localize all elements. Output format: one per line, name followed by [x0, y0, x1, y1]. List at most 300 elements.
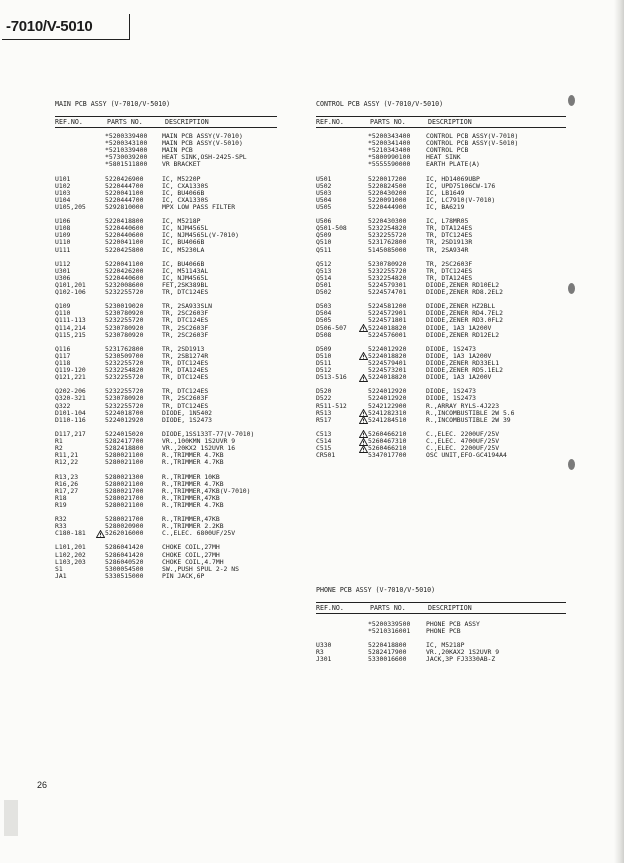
- ref-no: U503: [316, 188, 332, 197]
- parts-no: 5220041100: [105, 188, 144, 197]
- ref-no: C513: [316, 429, 332, 438]
- description: CHOKE COIL,4.7MH: [162, 557, 224, 566]
- warning-triangle-icon: [96, 530, 105, 538]
- parts-no: 5220824500: [368, 181, 407, 190]
- description: VR BRACKET: [162, 160, 201, 169]
- phone-pcb-header: [316, 602, 566, 614]
- parts-row: [55, 502, 277, 509]
- parts-no: 5220444700: [105, 181, 144, 190]
- description: DIODE,ZENER RD5.1EL2: [426, 366, 503, 375]
- ref-no: U106: [55, 217, 71, 226]
- parts-no: 5280021700: [105, 486, 144, 495]
- control-pcb-header: [316, 116, 566, 128]
- ref-no: U506: [316, 217, 332, 226]
- ref-no: Q110: [55, 309, 71, 318]
- ref-no: JA1: [55, 571, 67, 580]
- ref-no: R2: [55, 444, 63, 453]
- ref-no: R511-512: [316, 401, 347, 410]
- description: C.,ELEC. 2200UF/25V: [426, 429, 500, 438]
- ref-no: R33: [55, 522, 67, 531]
- parts-no: 5280021700: [105, 515, 144, 524]
- ref-no: Q109: [55, 302, 71, 311]
- description: SW.,PUSH SPUL 2-2 NS: [162, 564, 239, 573]
- parts-no: 5262016000: [105, 529, 144, 538]
- ref-no: U306: [55, 273, 71, 282]
- description: MAIN PCB: [162, 146, 193, 155]
- parts-no: 5280021700: [105, 493, 144, 502]
- ref-no: C514: [316, 437, 332, 446]
- parts-no: 5224576001: [368, 330, 407, 339]
- parts-no: 5220041100: [105, 259, 144, 268]
- ref-no: U502: [316, 181, 332, 190]
- description: TR, DTC124ES: [426, 266, 473, 275]
- parts-row: [316, 247, 566, 254]
- ref-no: J301: [316, 655, 332, 664]
- parts-row: [55, 247, 277, 254]
- description: CHOKE COIL,27MH: [162, 543, 220, 552]
- ref-no: Q102-106: [55, 288, 86, 297]
- description: IC, M5220P: [162, 174, 201, 183]
- description: TR, DTA124ES: [426, 224, 473, 233]
- description: DIODE, 1S2473: [426, 387, 477, 396]
- parts-no: 5260466210: [368, 444, 407, 453]
- parts-no: *5210316001: [368, 627, 411, 636]
- parts-no: 5145085000: [368, 245, 407, 254]
- parts-no: 5280021300: [105, 472, 144, 481]
- parts-row: [316, 289, 566, 296]
- ref-no: U504: [316, 195, 332, 204]
- binder-hole-mark: [568, 95, 575, 106]
- parts-row: [55, 530, 277, 537]
- parts-no: 5224579301: [368, 280, 407, 289]
- parts-no: *5800990100: [368, 153, 411, 162]
- parts-no: *5200343100: [105, 139, 148, 148]
- parts-no: 5224018820: [368, 351, 407, 360]
- ref-no: Q514: [316, 273, 332, 282]
- warning-triangle-icon: [359, 416, 368, 424]
- description: OSC UNIT,EFO-GC4194A4: [426, 451, 507, 460]
- parts-no: 5224012920: [368, 344, 407, 353]
- description: DIODE, 1S2473: [162, 415, 213, 424]
- ref-no: D110-116: [55, 415, 86, 424]
- ref-no: U103: [55, 188, 71, 197]
- page-number: 26: [37, 780, 48, 790]
- parts-no: 5292810000: [105, 202, 144, 211]
- parts-no: 5224572901: [368, 309, 407, 318]
- parts-no: *5210339400: [105, 146, 148, 155]
- binder-hole-mark: [568, 459, 575, 470]
- description: R.,TRIMMER 2.2KB: [162, 522, 224, 531]
- description: IC, M5218P: [162, 217, 201, 226]
- parts-no: 5282417700: [105, 437, 144, 446]
- parts-no: 5286041420: [105, 543, 144, 552]
- parts-no: 5224574701: [368, 288, 407, 297]
- parts-no: 5224581200: [368, 302, 407, 311]
- parts-no: 5260467310: [368, 437, 407, 446]
- description: TR, 2SD1913R: [426, 238, 473, 247]
- description: CHOKE COIL,27MH: [162, 550, 220, 559]
- ref-no: Q101,201: [55, 280, 86, 289]
- description: PHONE PCB: [426, 627, 461, 636]
- ref-no: Q322: [55, 401, 71, 410]
- description: IC, CXA1330S: [162, 181, 209, 190]
- ref-no: R11,21: [55, 451, 79, 460]
- parts-no: *5555590000: [368, 160, 411, 169]
- ref-no: U102: [55, 181, 71, 190]
- parts-no: 5230019020: [105, 302, 144, 311]
- ref-no: D513-516: [316, 373, 347, 382]
- col-desc-header: DESCRIPTION: [428, 604, 472, 612]
- description: DIODE, 1N5402: [162, 408, 213, 417]
- ref-no: U301: [55, 266, 71, 275]
- description: R.,TRIMMER,47KB: [162, 493, 220, 502]
- parts-no: 5232255720: [368, 266, 407, 275]
- description: DIODE, 1A3 1A200V: [426, 373, 492, 382]
- parts-no: 5280021100: [105, 458, 144, 467]
- parts-no: 5230780920: [105, 394, 144, 403]
- description: TR, 2SA933SLN: [162, 302, 213, 311]
- parts-no: 5224012920: [368, 394, 407, 403]
- parts-no: 5224571801: [368, 316, 407, 325]
- description: IC, BA6219: [426, 202, 465, 211]
- ref-no: U501: [316, 174, 332, 183]
- description: DIODE,ZENER RD3.0FL2: [426, 316, 503, 325]
- description: IC, BU4066B: [162, 259, 205, 268]
- parts-row: [316, 417, 566, 424]
- description: IC, M51143AL: [162, 266, 209, 275]
- parts-no: 5260466210: [368, 429, 407, 438]
- page-edge-shadow: [614, 0, 624, 863]
- parts-no: 5220017200: [368, 174, 407, 183]
- parts-no: 5220440600: [105, 273, 144, 282]
- parts-row: [316, 452, 566, 459]
- description: C.,ELEC. 2200UF/25V: [426, 444, 500, 453]
- description: TR, 2SA934R: [426, 245, 469, 254]
- main-pcb-title: MAIN PCB ASSY (V-7010/V-5010): [55, 100, 171, 108]
- description: FET,2SK389BL: [162, 280, 209, 289]
- description: MAIN PCB ASSY(V-7010): [162, 132, 243, 140]
- col-ref-header: REF.NO.: [55, 118, 83, 126]
- description: TR, DTC124ES: [162, 359, 209, 367]
- ref-no: L103,203: [55, 557, 86, 566]
- description: TR, 2SC2603F: [162, 330, 209, 339]
- parts-no: 5224012920: [368, 387, 407, 396]
- parts-row: [55, 459, 277, 466]
- parts-row: [55, 573, 277, 580]
- ref-no: Q509: [316, 231, 332, 240]
- ref-no: Q121,221: [55, 373, 86, 382]
- parts-no: 5241282310: [368, 408, 407, 417]
- ref-no: S1: [55, 564, 63, 573]
- description: TR, DTC124ES: [162, 288, 209, 297]
- description: IC, L78MR05: [426, 217, 469, 226]
- parts-no: 5220444900: [368, 202, 407, 211]
- description: C.,ELEC. 6800UF/25V: [162, 529, 236, 538]
- ref-no: U330: [316, 641, 332, 650]
- parts-no: 5224018820: [368, 323, 407, 332]
- description: R.,TRIMMER 10KB: [162, 472, 220, 481]
- ref-no: R17,27: [55, 486, 79, 495]
- parts-no: 5232255720: [105, 387, 144, 396]
- description: TR, 2SB1274R: [162, 351, 209, 360]
- description: DIODE,ZENER RD8.2EL2: [426, 288, 503, 297]
- parts-no: 5232008600: [105, 280, 144, 289]
- parts-no: 5224018700: [105, 408, 144, 417]
- ref-no: R1: [55, 437, 63, 446]
- col-ref-header: REF.NO.: [316, 118, 344, 126]
- description: TR, 2SD1913: [162, 344, 205, 353]
- description: TR, DTC124ES: [162, 387, 209, 396]
- description: MAIN PCB ASSY(V-5010): [162, 139, 243, 148]
- ref-no: D522: [316, 394, 332, 403]
- parts-no: 5282418800: [105, 444, 144, 453]
- parts-no: 5300054500: [105, 564, 144, 573]
- parts-no: 5224573201: [368, 366, 407, 375]
- ref-no: D520: [316, 387, 332, 396]
- description: CONTROL PCB ASSY(V-7010): [426, 132, 519, 140]
- parts-no: 5220444700: [105, 195, 144, 204]
- parts-no: 5242122900: [368, 401, 407, 410]
- parts-no: 5231762800: [368, 238, 407, 247]
- ref-no: R18: [55, 493, 67, 502]
- description: IC, LC7910(V-7010): [426, 195, 496, 204]
- description: IC, HD14069UBP: [426, 174, 480, 183]
- ref-no: U112: [55, 259, 71, 268]
- ref-no: U108: [55, 224, 71, 233]
- description: IC, LB1649: [426, 188, 465, 197]
- parts-no: 5220425800: [105, 245, 144, 254]
- description: CONTROL PCB ASSY(V-5010): [426, 139, 519, 148]
- parts-no: 5230509700: [105, 351, 144, 360]
- ref-no: Q513: [316, 266, 332, 275]
- parts-no: 5220430300: [368, 217, 407, 226]
- description: R.,TRIMMER 4.7KB: [162, 451, 224, 460]
- ref-no: L101,201: [55, 543, 86, 552]
- ref-no: R19: [55, 500, 67, 509]
- ref-no: D510: [316, 351, 332, 360]
- ref-no: U101: [55, 174, 71, 183]
- parts-no: *5200341400: [368, 139, 411, 148]
- description: IC, UPD75106CW-176: [426, 181, 496, 190]
- description: TR, 2SC2603F: [162, 394, 209, 403]
- parts-no: 5232255720: [368, 231, 407, 240]
- col-ref-header: REF.NO.: [316, 604, 344, 612]
- parts-no: 5286040520: [105, 557, 144, 566]
- parts-no: *5200339500: [368, 620, 411, 628]
- parts-no: 5280021100: [105, 451, 144, 460]
- parts-no: 5220091000: [368, 195, 407, 204]
- parts-no: 5232254820: [368, 224, 407, 233]
- ref-no: D501: [316, 280, 332, 289]
- description: TR, DTC124ES: [162, 401, 209, 410]
- ref-no: R12,22: [55, 458, 79, 467]
- description: VR.,20KX2 1S2UVR 16: [162, 444, 236, 453]
- ref-no: D101-104: [55, 408, 86, 417]
- description: IC, NJM4565L(V-7010): [162, 231, 239, 240]
- parts-no: *5200343400: [368, 132, 411, 140]
- ref-no: D505: [316, 316, 332, 325]
- ref-no: D506-507: [316, 323, 347, 332]
- parts-no: 5286041420: [105, 550, 144, 559]
- parts-no: 5220041100: [105, 238, 144, 247]
- parts-no: 5220426200: [105, 266, 144, 275]
- description: DIODE,ZENER RD33EL1: [426, 359, 500, 367]
- ref-no: D512: [316, 366, 332, 375]
- ref-no: Q511: [316, 245, 332, 254]
- ref-no: U105,205: [55, 202, 86, 211]
- ref-no: Q510: [316, 238, 332, 247]
- parts-row: [55, 332, 277, 339]
- description: TR, 2SC2603F: [162, 323, 209, 332]
- description: IC, BU4066B: [162, 238, 205, 247]
- col-desc-header: DESCRIPTION: [165, 118, 209, 126]
- description: TR, DTA124ES: [426, 273, 473, 282]
- ref-no: D504: [316, 309, 332, 318]
- scan-smudge: [4, 800, 18, 836]
- description: IC, M5230LA: [162, 245, 205, 254]
- ref-no: R32: [55, 515, 67, 524]
- ref-no: C180-181: [55, 529, 86, 538]
- main-pcb-header: [55, 116, 277, 128]
- description: VR.,20KAX2 1S2UVR 9: [426, 648, 500, 657]
- parts-no: 5280020900: [105, 522, 144, 531]
- ref-no: Q117: [55, 351, 71, 360]
- ref-no: D509: [316, 344, 332, 353]
- parts-row: [55, 161, 277, 168]
- ref-no: Q116: [55, 344, 71, 353]
- description: TR, DTA124ES: [162, 366, 209, 375]
- description: TR, DTC124ES: [426, 231, 473, 240]
- parts-no: 5230780920: [368, 259, 407, 268]
- parts-no: 5232254820: [105, 366, 144, 375]
- warning-triangle-icon: [359, 374, 368, 382]
- parts-row: [316, 628, 566, 635]
- ref-no: U110: [55, 238, 71, 247]
- parts-no: 5232255720: [105, 401, 144, 410]
- description: MPX LOW PASS FILTER: [162, 202, 236, 211]
- parts-no: *5730039200: [105, 153, 148, 162]
- ref-no: Q512: [316, 259, 332, 268]
- parts-no: 5230780920: [105, 330, 144, 339]
- parts-no: 5330016600: [368, 655, 407, 664]
- description: DIODE,1SS133T-77(V-7010): [162, 429, 255, 438]
- parts-no: 5231762800: [105, 344, 144, 353]
- description: C.,ELEC. 4700UF/25V: [426, 437, 500, 446]
- col-parts-header: PARTS NO.: [370, 604, 406, 612]
- ref-no: D503: [316, 302, 332, 311]
- ref-no: R517: [316, 415, 332, 424]
- description: TR, DTC124ES: [162, 373, 209, 382]
- description: EARTH PLATE(A): [426, 160, 480, 169]
- parts-no: 5282417900: [368, 648, 407, 657]
- parts-no: 5280021100: [105, 479, 144, 488]
- description: R.,TRIMMER 4.7KB: [162, 500, 224, 509]
- col-desc-header: DESCRIPTION: [428, 118, 472, 126]
- parts-no: 5224579401: [368, 359, 407, 367]
- ref-no: R513: [316, 408, 332, 417]
- parts-row: [55, 374, 277, 381]
- description: PIN JACK,6P: [162, 571, 205, 580]
- description: R.,TRIMMER,47KB(V-7010): [162, 486, 251, 495]
- parts-no: 5220440600: [105, 224, 144, 233]
- description: R.,TRIMMER 4.7KB: [162, 458, 224, 467]
- ref-no: R3: [316, 648, 324, 657]
- parts-no: 5220430200: [368, 188, 407, 197]
- ref-no: U104: [55, 195, 71, 204]
- description: IC, M5218P: [426, 641, 465, 650]
- ref-no: U505: [316, 202, 332, 211]
- parts-no: 5347017700: [368, 451, 407, 460]
- parts-no: 5224012920: [105, 415, 144, 424]
- ref-no: Q115,215: [55, 330, 86, 339]
- description: DIODE, 1A3 1A200V: [426, 323, 492, 332]
- parts-row: [316, 656, 566, 663]
- description: PHONE PCB ASSY: [426, 620, 480, 628]
- description: IC, CXA1330S: [162, 195, 209, 204]
- parts-no: 5224015020: [105, 429, 144, 438]
- description: CONTROL PCB: [426, 146, 469, 155]
- parts-no: 5232254820: [368, 273, 407, 282]
- parts-no: 5330515000: [105, 571, 144, 580]
- description: DIODE, 1S2473: [426, 344, 477, 353]
- description: R.,TRIMMER 4.7KB: [162, 479, 224, 488]
- ref-no: U109: [55, 231, 71, 240]
- description: DIODE,ZENER RD4.7EL2: [426, 309, 503, 318]
- description: HEAT SINK,OSH-2425-SPL: [162, 153, 247, 162]
- parts-no: 5230780920: [105, 323, 144, 332]
- description: DIODE, 1A3 1A200V: [426, 351, 492, 360]
- description: JACK,3P FJ3330AB-Z: [426, 655, 496, 664]
- ref-no: R13,23: [55, 472, 79, 481]
- control-pcb-title: CONTROL PCB ASSY (V-7010/V-5010): [316, 100, 444, 108]
- ref-no: CR501: [316, 451, 336, 460]
- parts-no: *5200339400: [105, 132, 148, 140]
- parts-row: [55, 289, 277, 296]
- ref-no: D117,217: [55, 429, 86, 438]
- ref-no: Q118: [55, 359, 71, 367]
- ref-no: Q111-113: [55, 316, 86, 325]
- description: TR, 2SC2603F: [426, 259, 473, 268]
- description: DIODE,ZENER HZ2BLL: [426, 302, 496, 311]
- description: IC, NJM4565L: [162, 224, 209, 233]
- description: R.,ARRAY RYLS-4J223: [426, 401, 500, 410]
- parts-row: [316, 332, 566, 339]
- ref-no: Q320-321: [55, 394, 86, 403]
- ref-no: D502: [316, 288, 332, 297]
- parts-no: 5241284510: [368, 415, 407, 424]
- ref-no: L102,202: [55, 550, 86, 559]
- col-parts-header: PARTS NO.: [370, 118, 406, 126]
- ref-no: U111: [55, 245, 71, 254]
- description: R.,INCOMBUSTIBLE 2W 5.6: [426, 408, 515, 417]
- description: HEAT SINK: [426, 153, 461, 162]
- parts-row: [316, 161, 566, 168]
- description: DIODE, 1S2473: [426, 394, 477, 403]
- parts-row: [316, 204, 566, 211]
- parts-row: [316, 374, 566, 381]
- parts-no: 5280021100: [105, 500, 144, 509]
- description: VR.,100KMN 1S2UVR 9: [162, 437, 236, 446]
- parts-no: 5220418800: [368, 641, 407, 650]
- parts-no: 5232255720: [105, 288, 144, 297]
- ref-no: Q119-120: [55, 366, 86, 375]
- parts-no: *5801511800: [105, 160, 148, 169]
- parts-no: 5224018820: [368, 373, 407, 382]
- ref-no: Q114,214: [55, 323, 86, 332]
- description: R.,INCOMBUSTIBLE 2W 39: [426, 415, 511, 424]
- parts-no: 5220426900: [105, 174, 144, 183]
- ref-no: D508: [316, 330, 332, 339]
